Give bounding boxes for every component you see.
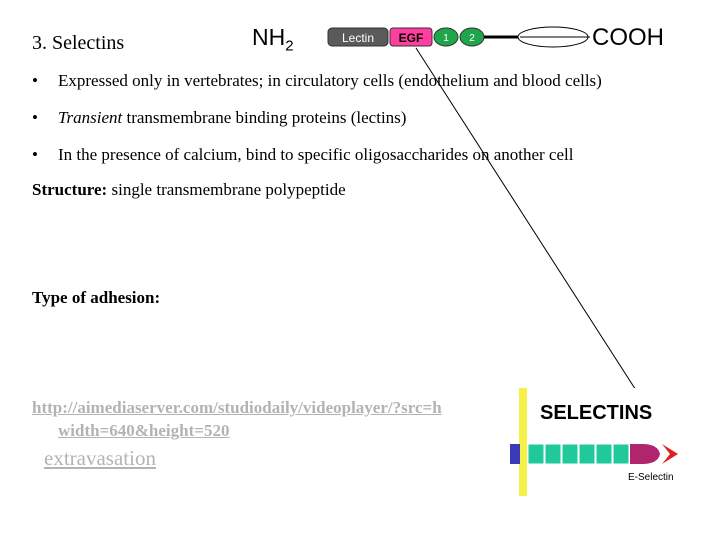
selectins-image-title: SELECTINS [540, 402, 653, 424]
bullet-marker: • [32, 145, 38, 164]
structure-label: Structure: [32, 180, 108, 199]
bullet-calcium [32, 145, 573, 165]
structure-text: single transmembrane polypeptide [107, 180, 346, 199]
repeat-label-1: 1 [443, 33, 449, 44]
cooh-terminus-label: COOH [592, 24, 664, 51]
diagonal-pointer-line [416, 48, 668, 440]
nh2-subscript: 2 [285, 37, 294, 55]
extravasation-link[interactable]: extravasation [44, 446, 156, 470]
bullet-text: Expressed only in vertebrates; in circulatory cells (endothelium and blood cells) [58, 71, 602, 90]
video-link-line1[interactable]: http://aimediaserver.com/studiodaily/videoplayer/?src=h [32, 398, 442, 417]
slide-title: 3. Selectins [32, 32, 125, 54]
lectin-label: Lectin [341, 31, 375, 45]
bullet-transient [32, 108, 406, 128]
adhesion-label: Type of adhesion: [32, 288, 161, 307]
e-selectin-caption: E-Selectin [628, 472, 674, 483]
bullet-marker: • [32, 108, 38, 127]
bullet-text: transmembrane binding proteins (lectins) [122, 108, 407, 127]
egf-label: EGF [398, 31, 424, 45]
bullet-italic-text: Transient [58, 108, 123, 127]
bullet-text: In the presence of calcium, bind to specific oligosaccharides on another cell [58, 145, 574, 164]
video-link-line2[interactable]: width=640&height=520 [58, 421, 230, 440]
repeat-label-2: 2 [469, 33, 475, 44]
bullet-marker: • [32, 71, 38, 90]
nh2-text: NH [252, 24, 286, 50]
structure-line [32, 180, 346, 200]
bullet-vertebrates [32, 71, 602, 91]
